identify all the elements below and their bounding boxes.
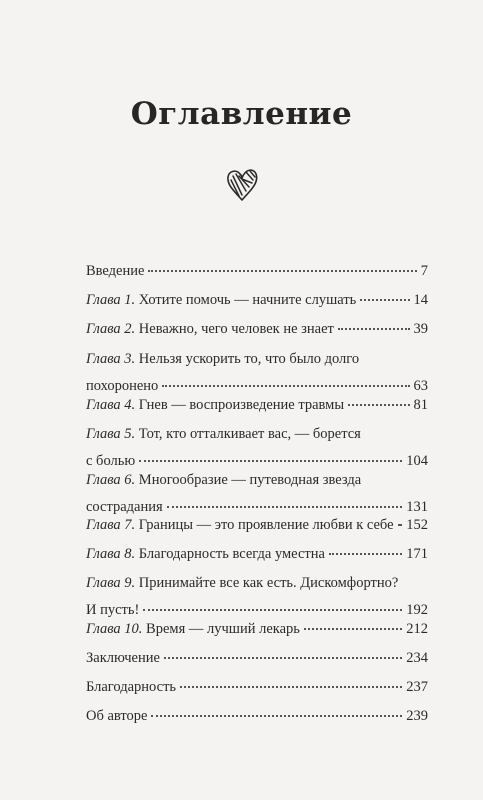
chapter-title: Об авторе xyxy=(86,708,148,724)
toc-line xyxy=(86,649,428,668)
page-number: 39 xyxy=(413,321,428,337)
toc-line xyxy=(86,377,428,396)
toc-entry[interactable] xyxy=(86,516,428,535)
dot-leader xyxy=(304,628,402,630)
toc-entry[interactable] xyxy=(86,471,428,517)
chapter-title: Тот, кто отталкивает вас, — борется xyxy=(138,426,361,442)
toc-entry[interactable] xyxy=(86,678,428,697)
toc-line xyxy=(86,516,428,535)
toc-line xyxy=(86,707,428,726)
toc-line xyxy=(86,545,428,564)
dot-leader xyxy=(398,524,403,526)
toc-line xyxy=(86,678,428,697)
dot-leader xyxy=(162,385,409,387)
toc-line xyxy=(86,452,428,471)
toc-line xyxy=(86,620,428,639)
page-number: 239 xyxy=(406,708,428,724)
toc-line xyxy=(86,601,428,620)
chapter-label: Глава 5. xyxy=(86,426,136,442)
dot-leader xyxy=(180,686,402,688)
toc-entry[interactable] xyxy=(86,707,428,726)
dot-leader xyxy=(167,506,403,508)
toc-line xyxy=(86,498,428,517)
page-number: 152 xyxy=(406,517,428,533)
chapter-title: Неважно, чего человек не знает xyxy=(138,321,334,337)
chapter-title: Гнев — воспроизведение травмы xyxy=(138,397,345,413)
chapter-title: Границы — это проявление любви к себе xyxy=(138,517,394,533)
chapter-title: Благодарность всегда уместна xyxy=(138,546,325,562)
chapter-label: Глава 1. xyxy=(86,292,136,308)
chapter-title: сострадания xyxy=(86,499,163,515)
dot-leader xyxy=(143,609,402,611)
chapter-title: Введение xyxy=(86,263,145,279)
page-number: 237 xyxy=(406,679,428,695)
toc-line xyxy=(86,350,428,369)
page-title: Оглавление xyxy=(130,96,353,132)
chapter-title: Благодарность xyxy=(86,679,177,695)
dot-leader xyxy=(164,657,402,659)
chapter-label: Глава 2. xyxy=(86,321,136,337)
toc-line xyxy=(86,425,428,444)
page-number: 131 xyxy=(406,499,428,515)
page-number: 14 xyxy=(413,292,428,308)
chapter-label: Глава 9. xyxy=(86,575,136,591)
chapter-label: Глава 6. xyxy=(86,472,136,488)
dot-leader xyxy=(151,715,402,717)
page-number: 104 xyxy=(406,453,428,469)
toc-line xyxy=(86,396,428,415)
toc-entry[interactable] xyxy=(86,262,428,281)
toc-line xyxy=(86,471,428,490)
page-number: 63 xyxy=(413,378,428,394)
dot-leader xyxy=(338,328,410,330)
chapter-title: Хотите помочь — начните слушать xyxy=(138,292,357,308)
toc-line xyxy=(86,262,428,281)
chapter-label: Глава 8. xyxy=(86,546,136,562)
chapter-title: Заключение xyxy=(86,650,160,666)
toc-entry[interactable] xyxy=(86,425,428,471)
dot-leader xyxy=(360,299,409,301)
heart-icon xyxy=(224,164,260,204)
toc-line xyxy=(86,574,428,593)
toc-line xyxy=(86,291,428,310)
chapter-title: похоронено xyxy=(86,378,159,394)
toc-entry[interactable] xyxy=(86,620,428,639)
chapter-label: Глава 7. xyxy=(86,517,136,533)
chapter-title: с болью xyxy=(86,453,136,469)
dot-leader xyxy=(348,404,409,406)
chapter-title: Нельзя ускорить то, что было долго xyxy=(138,351,360,367)
page-number: 192 xyxy=(406,602,428,618)
chapter-label: Глава 4. xyxy=(86,397,136,413)
page-number: 171 xyxy=(406,546,428,562)
page-number: 212 xyxy=(406,621,428,637)
toc-entry[interactable] xyxy=(86,291,428,310)
toc-entry[interactable] xyxy=(86,320,428,339)
page-number: 81 xyxy=(413,397,428,413)
toc-entry[interactable] xyxy=(86,574,428,620)
toc-line xyxy=(86,320,428,339)
chapter-title: Многообразие — путеводная звезда xyxy=(138,472,362,488)
chapter-title: И пусть! xyxy=(86,602,140,618)
toc-entry[interactable] xyxy=(86,545,428,564)
dot-leader xyxy=(139,460,402,462)
chapter-label: Глава 10. xyxy=(86,621,143,637)
dot-leader xyxy=(148,270,416,272)
chapter-title: Принимайте все как есть. Дискомфортно? xyxy=(138,575,399,591)
toc-entry[interactable] xyxy=(86,649,428,668)
chapter-label: Глава 3. xyxy=(86,351,136,367)
page-number: 234 xyxy=(406,650,428,666)
dot-leader xyxy=(329,553,402,555)
toc-entry[interactable] xyxy=(86,396,428,415)
chapter-title: Время — лучший лекарь xyxy=(146,621,300,637)
toc-entry[interactable] xyxy=(86,350,428,396)
page-number: 7 xyxy=(420,263,428,279)
